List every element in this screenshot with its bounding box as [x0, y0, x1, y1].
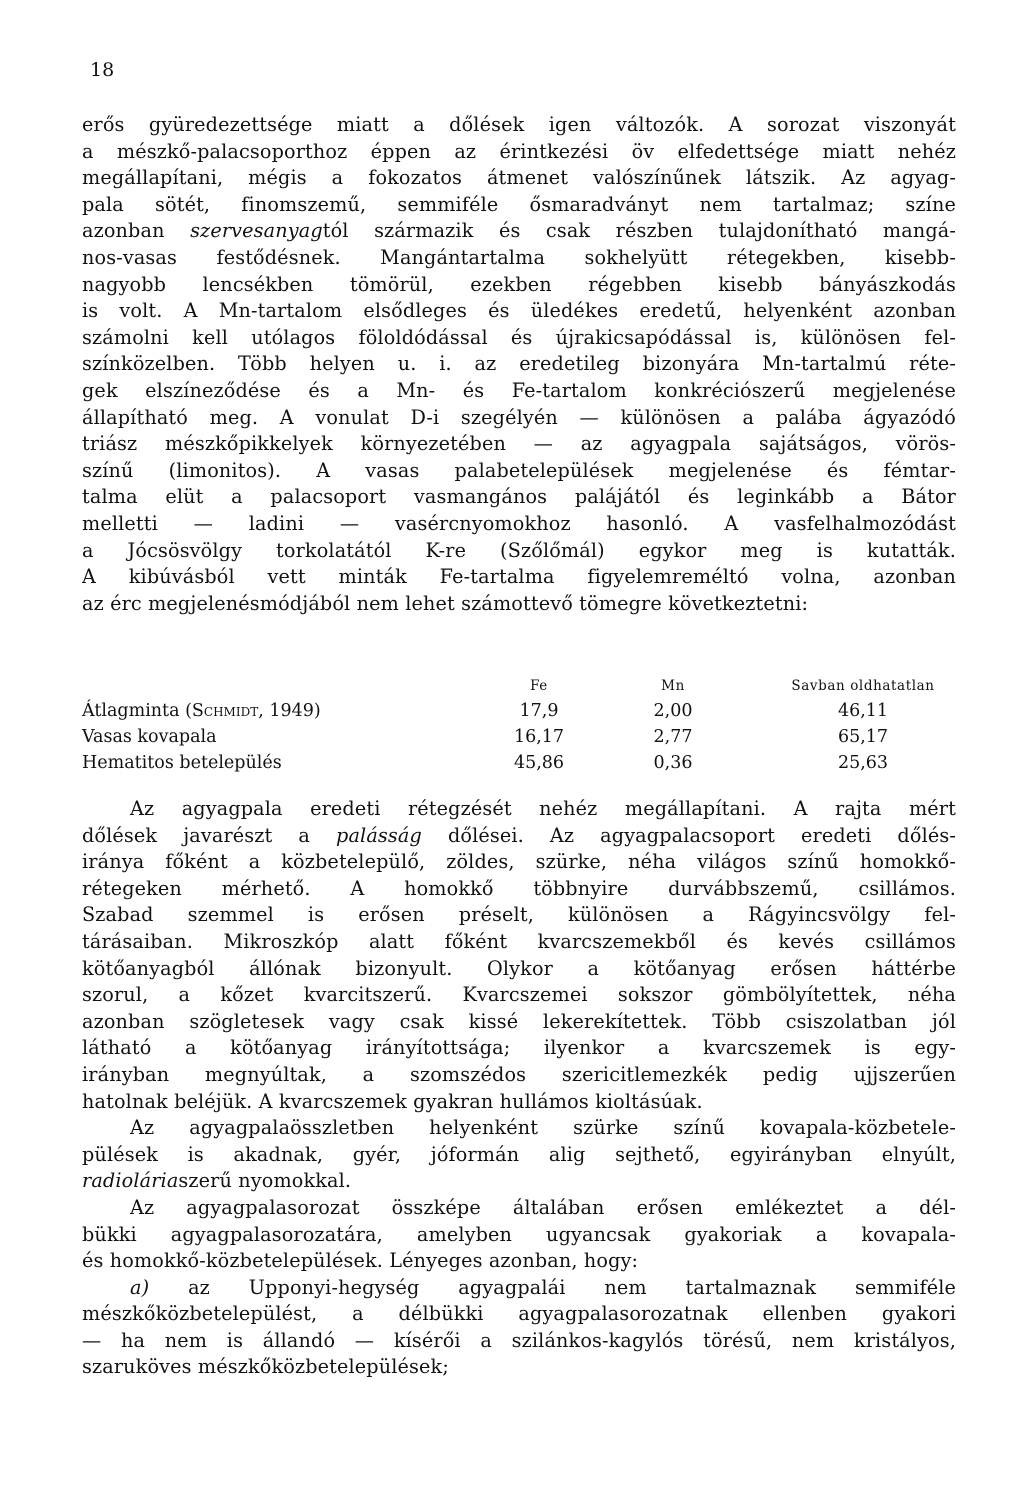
table-header-fe: Fe: [530, 678, 548, 694]
text-line: pülések is akadnak, gyér, jóformán alig sejthető, egyirányban elnyúlt,: [82, 1142, 956, 1166]
text-line: gek elszíneződése és a Mn- és Fe-tartalom konkréciószerű megjelenése: [82, 378, 956, 402]
italic-term: radiolária: [82, 1169, 179, 1193]
text-line: állapítható meg. A vonulat D-i szegélyén — különösen a palába ágyazódó: [82, 405, 956, 429]
text-line: radioláriaszerű nyomokkal.: [82, 1169, 352, 1193]
table-header-mn: Mn: [661, 678, 685, 694]
text-line: — ha nem is állandó — kísérői a szilánkos-kagylós törésű, nem kristályos,: [82, 1328, 956, 1352]
text-line: rétegeken mérhető. A homokkő többnyire durvábbszemű, csillámos.: [82, 876, 956, 900]
text-line: Szabad szemmel is erősen préselt, különösen a Rágyincsvölgy fel-: [82, 903, 956, 927]
table-row: [82, 698, 978, 724]
text-line: és homokkő-közbetelepülések. Lényeges azonban, hogy:: [82, 1249, 639, 1273]
text-line: kötőanyagból állónak bizonyult. Olykor a kötőanyag erősen háttérbe: [82, 956, 956, 980]
text-line: megállapítani, mégis a fokozatos átmenet valószínűnek látszik. Az agyag-: [82, 166, 956, 190]
list-marker: a): [130, 1275, 150, 1299]
row-label: Vasas kovapala: [82, 727, 217, 747]
text-line: a Jócsösvölgy torkolatától K-re (Szőlőmál) egykor meg is kutatták.: [82, 538, 956, 562]
text-line: színközelben. Több helyen u. i. az eredetileg bizonyára Mn-tartalmú réte-: [82, 352, 956, 376]
text-line: azonban szervesanyagtól származik és csak részben tulajdonítható mangá-: [82, 219, 956, 243]
cell-mn: 0,36: [653, 753, 693, 773]
text-line: Az agyagpalaösszletben helyenként szürke színű kovapala-közbetele-: [130, 1116, 956, 1140]
text-line: szaruköves mészkőközbetelepülések;: [82, 1355, 449, 1379]
table-header-empty: [82, 674, 480, 698]
table-header-savban: Savban oldhatatlan: [791, 678, 935, 694]
text-line: mészkőközbetelepülést, a délbükki agyagpalasorozatnak ellenben gyakori: [82, 1302, 956, 1326]
text-line: dőlések javarészt a palásság dőlései. Az agyagpalacsoport eredeti dőlés-: [82, 823, 956, 847]
cell-mn: 2,00: [653, 701, 693, 721]
author-name: Schmidt: [191, 701, 259, 721]
cell-fe: 16,17: [513, 727, 565, 747]
row-label: Átlagminta (Schmidt, 1949): [82, 701, 321, 721]
cell-fe: 17,9: [519, 701, 559, 721]
cell-fe: 45,86: [513, 753, 565, 773]
row-label: Hematitos betelepülés: [82, 753, 282, 773]
text-line: Az agyagpala eredeti rétegzését nehéz megállapítani. A rajta mért: [130, 797, 956, 820]
text-line: melletti — ladini — vasércnyomokhoz hasonló. A vasfelhalmozódást: [82, 511, 956, 535]
table-row: [82, 750, 978, 776]
cell-mn: 2,77: [653, 727, 693, 747]
page-number: 18: [90, 59, 115, 81]
text-line: erős gyüredezettsége miatt a dőlések igen változók. A sorozat viszonyát: [82, 113, 956, 136]
text-line: a mészkő-palacsoporthoz éppen az érintkezési öv elfedettsége miatt nehéz: [82, 139, 956, 163]
italic-term: szervesanyag: [190, 219, 323, 243]
text-line: irányban megnyúltak, a szomszédos szericitlemezkék pedig ujjszerűen: [82, 1062, 956, 1086]
cell-savban: 25,63: [837, 753, 889, 773]
paragraphs-2-4: [82, 796, 956, 1381]
text-line: az érc megjelenésmódjából nem lehet számottevő tömegre következtetni:: [82, 591, 809, 615]
text-line: a) az Upponyi-hegység agyagpalái nem tartalmaznak semmiféle: [130, 1275, 956, 1299]
cell-savban: 65,17: [837, 727, 889, 747]
italic-term: palásság: [336, 823, 422, 847]
table-row: [82, 724, 978, 750]
paragraph-1: [82, 112, 956, 617]
text-line: nos-vasas festődésnek. Mangántartalma sokhelyütt rétegekben, kisebb-: [82, 245, 956, 269]
text-line: Az agyagpalasorozat összképe általában erősen emlékeztet a dél-: [130, 1195, 956, 1219]
text-line: hatolnak beléjük. A kvarcszemek gyakran hullámos kioltásúak.: [82, 1089, 703, 1113]
text-line: iránya főként a közbetelepülő, zöldes, szürke, néha világos színű homokkő-: [82, 850, 956, 874]
text-line: számolni kell utólagos föloldódással és újrakicsapódással is, különösen fel-: [82, 325, 956, 349]
text-line: pala sötét, finomszemű, semmiféle ősmaradványt nem tartalmaz; színe: [82, 192, 956, 216]
table-header-row: [82, 674, 978, 698]
text-line: nagyobb lencsékben tömörül, ezekben régebben kisebb bányászkodás: [82, 272, 956, 296]
text-line: bükki agyagpalasorozatára, amelyben ugyancsak gyakoriak a kovapala-: [82, 1222, 956, 1246]
composition-table: [82, 674, 978, 776]
text-line: talma elüt a palacsoport vasmangános palájától és leginkább a Bátor: [82, 485, 956, 509]
text-line: látható a kötőanyag irányítottsága; ilyenkor a kvarcszemek is egy-: [82, 1036, 956, 1060]
text-line: A kibúvásból vett minták Fe-tartalma figyelemreméltó volna, azonban: [82, 565, 956, 589]
cell-savban: 46,11: [837, 701, 889, 721]
text-line: szorul, a kőzet kvarcitszerű. Kvarcszemei sokszor gömbölyítettek, néha: [82, 983, 956, 1007]
text-line: triász mészkőpikkelyek környezetében — az agyagpala sajátságos, vörös-: [82, 432, 956, 456]
text-line: tárásaiban. Mikroszkóp alatt főként kvarcszemekből és kevés csillámos: [82, 929, 956, 953]
text-line: színű (limonitos). A vasas palabetelepülések megjelenése és fémtar-: [82, 458, 956, 482]
text-line: azonban szögletesek vagy csak kissé lekerekítettek. Több csiszolatban jól: [82, 1009, 956, 1033]
text-line: is volt. A Mn-tartalom elsődleges és üledékes eredetű, helyenként azonban: [82, 299, 956, 323]
